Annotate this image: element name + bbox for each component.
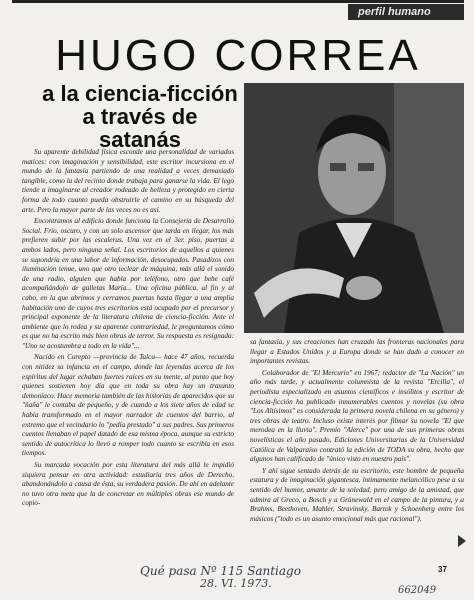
- paragraph: Encontramos al edificio donde funciona la Consejería de Desarrollo Social. Frío, oscuro, y con un solo ascensor que tarda en llegar, los más prefieren subir por las escaleras. Una vez en el 3er. piso, puertas a ambos lados, pero ninguna señal. Los escritorios de aquellos a quienes se supondría en una labor de información, desocupados. Pasadizos con iluminación tenue, uno que otro teclear de máquina, más allá el sonido de una radio, alguien que habla por teléfono, otro que bebe café acompañándolo de galletas María... Una oficina pública, al fin y al cabo, en la que abrimos y cerramos puertas hasta llegar a una amplia habitación uno de cuyos tres escritorios está ocupado por el precursor y principal exponente de la literatura chilena de ciencia-ficción. Ante el ambiente que lo rodea y su aparente contrariedad, le preguntamos cómo es que no ha escrito más bien obras de terror. Su respuesta es resignada: "Uno se acostumbra a todo en la vida"...: [22, 217, 234, 350]
- paragraph: Nacido en Curepto —provincia de Talca— hace 47 años, recuerda con nitidez su infancia en el campo, donde las leyendas acerca de los espíritus del lugar echaban fuertes raíces en su mente, al punto que hoy quienes sostienen hoy día que en toda su obra hay un trasunto demoníaco. Hace memoria también de las historias de aparecidos que su "ñaña" le contaba de pequeño, y de cuando a los siete años de edad se había transformado en el mayor narrador de cuentos del barrio, al extremo que el vecindario lo "pedía prestado" a sus padres. Sus primeros cuentos llenaban el papel datado de esa misma época, aunque su estricto sentido de autocrítica lo llevó a romper todo cuanto se escribía en esos tiempos.: [22, 353, 234, 458]
- portrait-illustration: [244, 83, 464, 333]
- paragraph: Su aparente debilidad física esconde una personalidad de variados matices: con imaginación y sensibilidad, este escritor incursiona en el mundo de la fantasía partiendo de una realidad a veces demasiado tangible, como la del recinto donde trabaja para ganarse la vida. El lego tiende a imaginarse al creador rodeado de belleza y protegido en cierta forma de todo cuanto pueda obstruirle el camino en su búsqueda del arte. Pero la mayor parte de las veces no es así.: [22, 148, 234, 214]
- paragraph: sa fantasía, y sus creaciones han cruzado las fronteras nacionales para llegar a Estados Unidos y a Europa donde se han dado a conocer en importantes revistas.: [250, 338, 464, 366]
- handwritten-note-source: Qué pasa Nº 115 Santiago: [140, 564, 301, 578]
- page-number: 37: [438, 565, 447, 574]
- handwritten-note-date: 28. VI. 1973.: [200, 577, 272, 590]
- right-column: [250, 338, 464, 588]
- subhead: [40, 82, 240, 151]
- paragraph: Colaborador de "El Mercurio" en 1967; redactor de "La Nación" un año más tarde, y actualmente columnista de la revista "Ercilla", el periodista especializado en asuntos científicos e insólitos y escritor de ciencia-ficción ha publicado innumerables cuentos y novelas (su obra "Los Altísimos" es considerada la primera novela chilena en su género) y tres obras de teatro. Incluso existe interés por filmar su novela "El que merodea en la lluvia". Premio "Alerce" por una de sus primeras obras novelísticas el año pasado, Ediciones Universitarias de la Universidad Católica de Valparaíso contrató la edición de TODA su obra, hecho que algunos han calificado de "único visto en nuestro país".: [250, 368, 464, 464]
- author-photo: [244, 83, 464, 333]
- subhead-line-2: a través de: [82, 104, 198, 129]
- left-column: [22, 148, 234, 568]
- paragraph: Y ahí sigue sentado detrás de su escritorio, este hombre de pequeña estatura y de imaginación gigantesca, íntimamente melancólico pese a su sentido del humor, amante de la soledad, pero amigo de la amistad, que admira al Greco, a Bosch y a Grünewald en el campo de la pintura, y a Brahms, Beethoven, Mahler, Stravinsky, Bartok y Schoenberg entre los músicos ("todo es un asunto emocional más que racional").: [250, 466, 464, 523]
- top-rule: [12, 0, 464, 3]
- subhead-line-1: a la ciencia-ficción: [42, 81, 238, 106]
- paragraph: Su marcada vocación por esta literatura del más allá le impidió siquiera pensar en otra actividad: estudiaría tres años de Derecho, abandonándolo a causa de ésta, su verdadera pasión. De ahí en adelante no tuvo otra meta que la de concretar en múltiples obras ese mundo de copio-: [22, 461, 234, 508]
- handwritten-note-code: 662049: [398, 585, 437, 596]
- subhead-line-3: satanás: [99, 127, 181, 152]
- headline: HUGO CORREA: [55, 31, 421, 80]
- continue-arrow-icon: [458, 535, 466, 547]
- section-label: perfil humano: [348, 4, 464, 20]
